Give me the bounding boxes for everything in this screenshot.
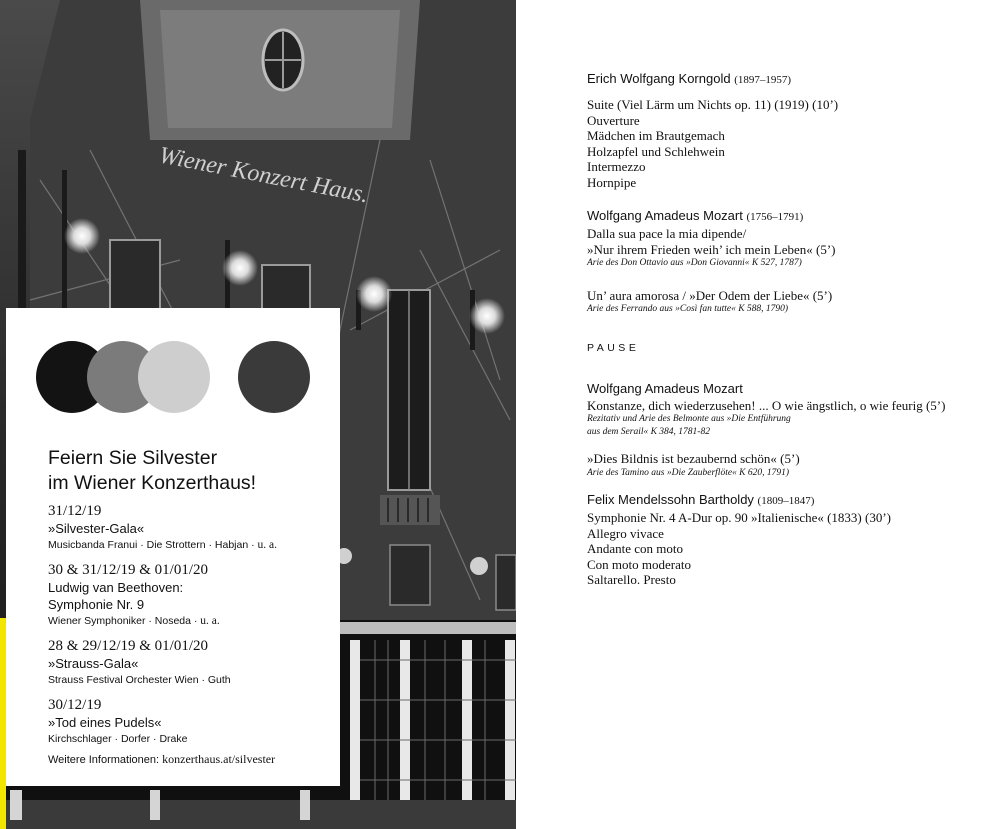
silvester-promo-card bbox=[6, 308, 340, 786]
aria-note: Arie des Don Ottavio aus »Don Giovanni« K 527, 1787) bbox=[587, 258, 802, 268]
work-line: Mädchen im Brautgemach bbox=[587, 128, 725, 143]
work-line: Konstanze, dich wiederzusehen! ... O wie ängstlich, o wie feurig (5’) bbox=[587, 397, 946, 413]
event-item bbox=[48, 502, 338, 553]
mozart-aria-2 bbox=[587, 288, 987, 304]
aria-note: aus dem Serail« K 384, 1781-82 bbox=[587, 426, 710, 437]
event-title: »Silvester-Gala« bbox=[48, 521, 145, 536]
composer-korngold: Erich Wolfgang Korngold (1897–1957) bbox=[587, 71, 792, 86]
work-line: Un’ aura amorosa / »Der Odem der Liebe« (5’) bbox=[587, 287, 833, 303]
aria-note: Arie des Ferrando aus »Così fan tutte« K 588, 1790) bbox=[587, 304, 789, 314]
event-list bbox=[48, 502, 338, 755]
event-date: 30 & 31/12/19 & 01/01/20 bbox=[48, 562, 209, 578]
work-line: Ouverture bbox=[587, 112, 640, 128]
mozart-work-2 bbox=[587, 451, 987, 467]
promo-headline bbox=[48, 446, 338, 496]
event-date: 30/12/19 bbox=[48, 697, 102, 713]
circle-light-grey bbox=[138, 341, 210, 413]
logo-circles bbox=[6, 308, 340, 428]
event-artists: Wiener Symphoniker · Noseda · u. a. bbox=[48, 615, 220, 627]
mozart-work-1 bbox=[587, 398, 987, 414]
event-artists: Strauss Festival Orchester Wien · Guth bbox=[48, 674, 231, 686]
work-line: Con moto moderato bbox=[587, 556, 691, 572]
work-line: Symphonie Nr. 4 A-Dur op. 90 »Italienische« (1833) (30’) bbox=[587, 510, 892, 525]
event-title: »Strauss-Gala« bbox=[48, 656, 139, 671]
korngold-works bbox=[587, 97, 987, 190]
circle-dark bbox=[238, 341, 310, 413]
work-line: Suite (Viel Lärm um Nichts op. 11) (1919) (10’) bbox=[587, 97, 839, 112]
event-item bbox=[48, 696, 338, 747]
headline-line-1: Feiern Sie Silvester bbox=[48, 447, 218, 469]
facade-inscription: Wiener Konzert Haus. bbox=[156, 142, 371, 209]
mozart-aria-1 bbox=[587, 226, 987, 257]
event-artists: Kirchschlager · Dorfer · Drake bbox=[48, 733, 188, 745]
work-line: Intermezzo bbox=[587, 159, 646, 174]
more-info bbox=[48, 752, 275, 767]
event-item bbox=[48, 637, 338, 688]
event-title: Symphonie Nr. 9 bbox=[48, 597, 145, 612]
composer-mozart-1: Wolfgang Amadeus Mozart (1756–1791) bbox=[587, 208, 804, 223]
event-date: 28 & 29/12/19 & 01/01/20 bbox=[48, 638, 209, 654]
concert-programme bbox=[587, 70, 987, 588]
work-line: Holzapfel und Schlehwein bbox=[587, 143, 725, 159]
more-info-label: Weitere Informationen: bbox=[48, 754, 163, 766]
event-title: »Tod eines Pudels« bbox=[48, 715, 162, 730]
event-title: Ludwig van Beethoven: bbox=[48, 580, 184, 595]
composer-mozart-2: Wolfgang Amadeus Mozart bbox=[587, 380, 743, 396]
more-info-link[interactable]: konzerthaus.at/silvester bbox=[162, 752, 276, 766]
aria-note: Arie des Tamino aus »Die Zauberflöte« K 620, 1791) bbox=[587, 467, 790, 478]
work-line: Dalla sua pace la mia dipende/ bbox=[587, 226, 747, 241]
event-item bbox=[48, 561, 338, 629]
work-line: Hornpipe bbox=[587, 174, 637, 190]
work-line: »Nur ihrem Frieden weih’ ich mein Leben« (5’) bbox=[587, 241, 836, 257]
work-line: Saltarello. Presto bbox=[587, 572, 676, 587]
event-date: 31/12/19 bbox=[48, 503, 102, 519]
pause-label: PAUSE bbox=[587, 341, 640, 354]
work-line: Allegro vivace bbox=[587, 525, 664, 541]
work-line: »Dies Bildnis ist bezaubernd schön« (5’) bbox=[587, 451, 800, 466]
aria-note: Rezitativ und Arie des Belmonte aus »Die Entführung bbox=[587, 414, 791, 424]
composer-mendelssohn: Felix Mendelssohn Bartholdy (1809–1847) bbox=[587, 492, 815, 507]
event-artists: Musicbanda Franui · Die Strottern · Habjan · u. a. bbox=[48, 539, 277, 551]
work-line: Andante con moto bbox=[587, 541, 684, 556]
mendelssohn-works bbox=[587, 510, 987, 588]
headline-line-2: im Wiener Konzerthaus! bbox=[48, 472, 257, 494]
